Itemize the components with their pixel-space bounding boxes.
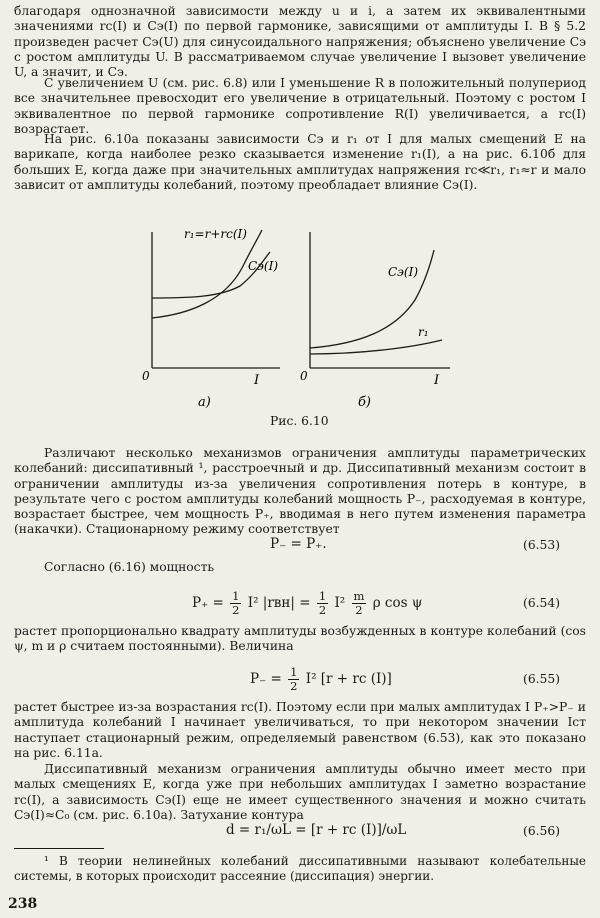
label-c-a: Cэ(I) — [248, 259, 279, 273]
eq-lhs: P₊ = — [192, 595, 224, 611]
figure-6-10 — [130, 220, 480, 416]
origin-a: 0 — [142, 369, 150, 383]
equation-number: (6.56) — [523, 824, 560, 838]
origin-b: 0 — [300, 369, 308, 383]
sublabel-b: б) — [358, 395, 372, 410]
eq-lhs: P₋ = — [250, 671, 282, 687]
sublabel-a: а) — [198, 395, 211, 410]
curve-r1-b — [310, 340, 442, 354]
label-c-b: Cэ(I) — [388, 265, 419, 279]
equation-body: P₋ = P₊. — [270, 536, 327, 552]
equation-6-54 — [0, 584, 600, 620]
equation-body — [250, 666, 392, 693]
equation-number: (6.54) — [523, 596, 560, 610]
fraction: $\frac{1}{2}$ — [232, 589, 240, 617]
paragraph-8: Диссипативный механизм ограничения амплитуды обычно имеет место при малых смещениях E, когда уже при небольших амплитудах I заметно возрастание rс(I), а зависимость Cэ(I) еще не имеет существенного значения и можно считать Cэ(I)≈C₀ (см. рис. 6.10а). Затухание контура — [14, 762, 586, 822]
label-r1-b: r₁ — [418, 325, 429, 339]
axis-label-a: I — [254, 373, 260, 388]
eq-mid: I² |rвн| = — [247, 595, 311, 611]
eq-rhs: ρ cos ψ — [372, 595, 423, 611]
paragraph-1: благодаря однозначной зависимости между u и i, а затем их эквивалентными значениями rс(I) и Cэ(I) по первой гармонике, зависящими от амплитуды I. В § 5.2 произведен расчет Cэ(U) для синусоидального напряжения; объяснено увеличение Cэ с ростом амплитуды U. В рассматриваемом случае увеличение I вызовет увеличение U, а значит, и Cэ. — [14, 4, 586, 80]
fraction: $\frac{1}{2}$ — [318, 589, 327, 617]
eq-rhs: I² [r + rс (I)] — [305, 671, 392, 687]
equation-6-55 — [0, 660, 600, 696]
paragraph-4: Различают несколько механизмов ограничения амплитуды параметрических колебаний: диссипативный ¹, расстроечный и др. Диссипативный механизм состоит в ограничении амплитуды из-за увеличения сопротивления потерь в контуре, в результате чего с ростом амплитуды колебаний мощность P₋, расходуемая в контуре, возрастает быстрее, чем мощность P₊, вводимая в него путем изменения параметра (накачки). Стационарному режиму соответствует — [14, 446, 586, 537]
equation-body — [192, 590, 422, 617]
eq-mid2: I² — [334, 595, 346, 611]
footnote-rule — [14, 848, 104, 849]
figure-b — [300, 232, 450, 410]
axis-label-b: I — [434, 373, 440, 388]
equation-6-56 — [0, 818, 600, 846]
fraction: $\frac{m}{2}$ — [353, 589, 365, 617]
label-r1-a: r₁=r+rс(I) — [184, 227, 247, 241]
paragraph-5: Согласно (6.16) мощность — [44, 560, 215, 574]
footnote: ¹ В теории нелинейных колебаний диссипативными называют колебательные системы, в которых происходит рассеяние (диссипация) энергии. — [14, 854, 586, 883]
equation-body: d = r₁/ωL = [r + rс (I)]/ωL — [226, 822, 407, 838]
equation-number: (6.53) — [523, 538, 560, 552]
curve-r1-a — [152, 230, 262, 318]
page-number: 238 — [8, 896, 38, 912]
paragraph-2: С увеличением U (см. рис. 6.8) или I уменьшение R в положительный полупериод все значительнее превосходит его увеличение в отрицательный. Поэтому с ростом I эквивалентное по первой гармонике сопротивление R(I) увеличивается, а rс(I) возрастает. — [14, 76, 586, 136]
figure-caption: Рис. 6.10 — [270, 414, 329, 428]
paragraph-3: На рис. 6.10а показаны зависимости Cэ и r₁ от I для малых смещений E на варикапе, когда наиболее резко сказывается изменение r₁(I), а на рис. 6.10б для больших E, когда даже при значительных амплитудах напряжения rс≪r₁, r₁≈r и мало зависит от амплитуды колебаний, поэтому преобладает влияние Cэ(I). — [14, 132, 586, 192]
paragraph-6: растет пропорционально квадрату амплитуды возбужденных в контуре колебаний (cos ψ, m и ρ считаем постоянными). Величина — [14, 624, 586, 654]
figure-a — [142, 227, 280, 410]
paragraph-7: растет быстрее из-за возрастания rс(I). Поэтому если при малых амплитудах I P₊>P₋ и амплитуда колебаний I начинает увеличиваться, то при некотором значении Iст наступает стационарный режим, определяемый равенством (6.53), как это показано на рис. 6.11а. — [14, 700, 586, 760]
fraction: $\frac{1}{2}$ — [290, 665, 298, 693]
equation-6-53 — [0, 532, 600, 560]
equation-number: (6.55) — [523, 672, 560, 686]
